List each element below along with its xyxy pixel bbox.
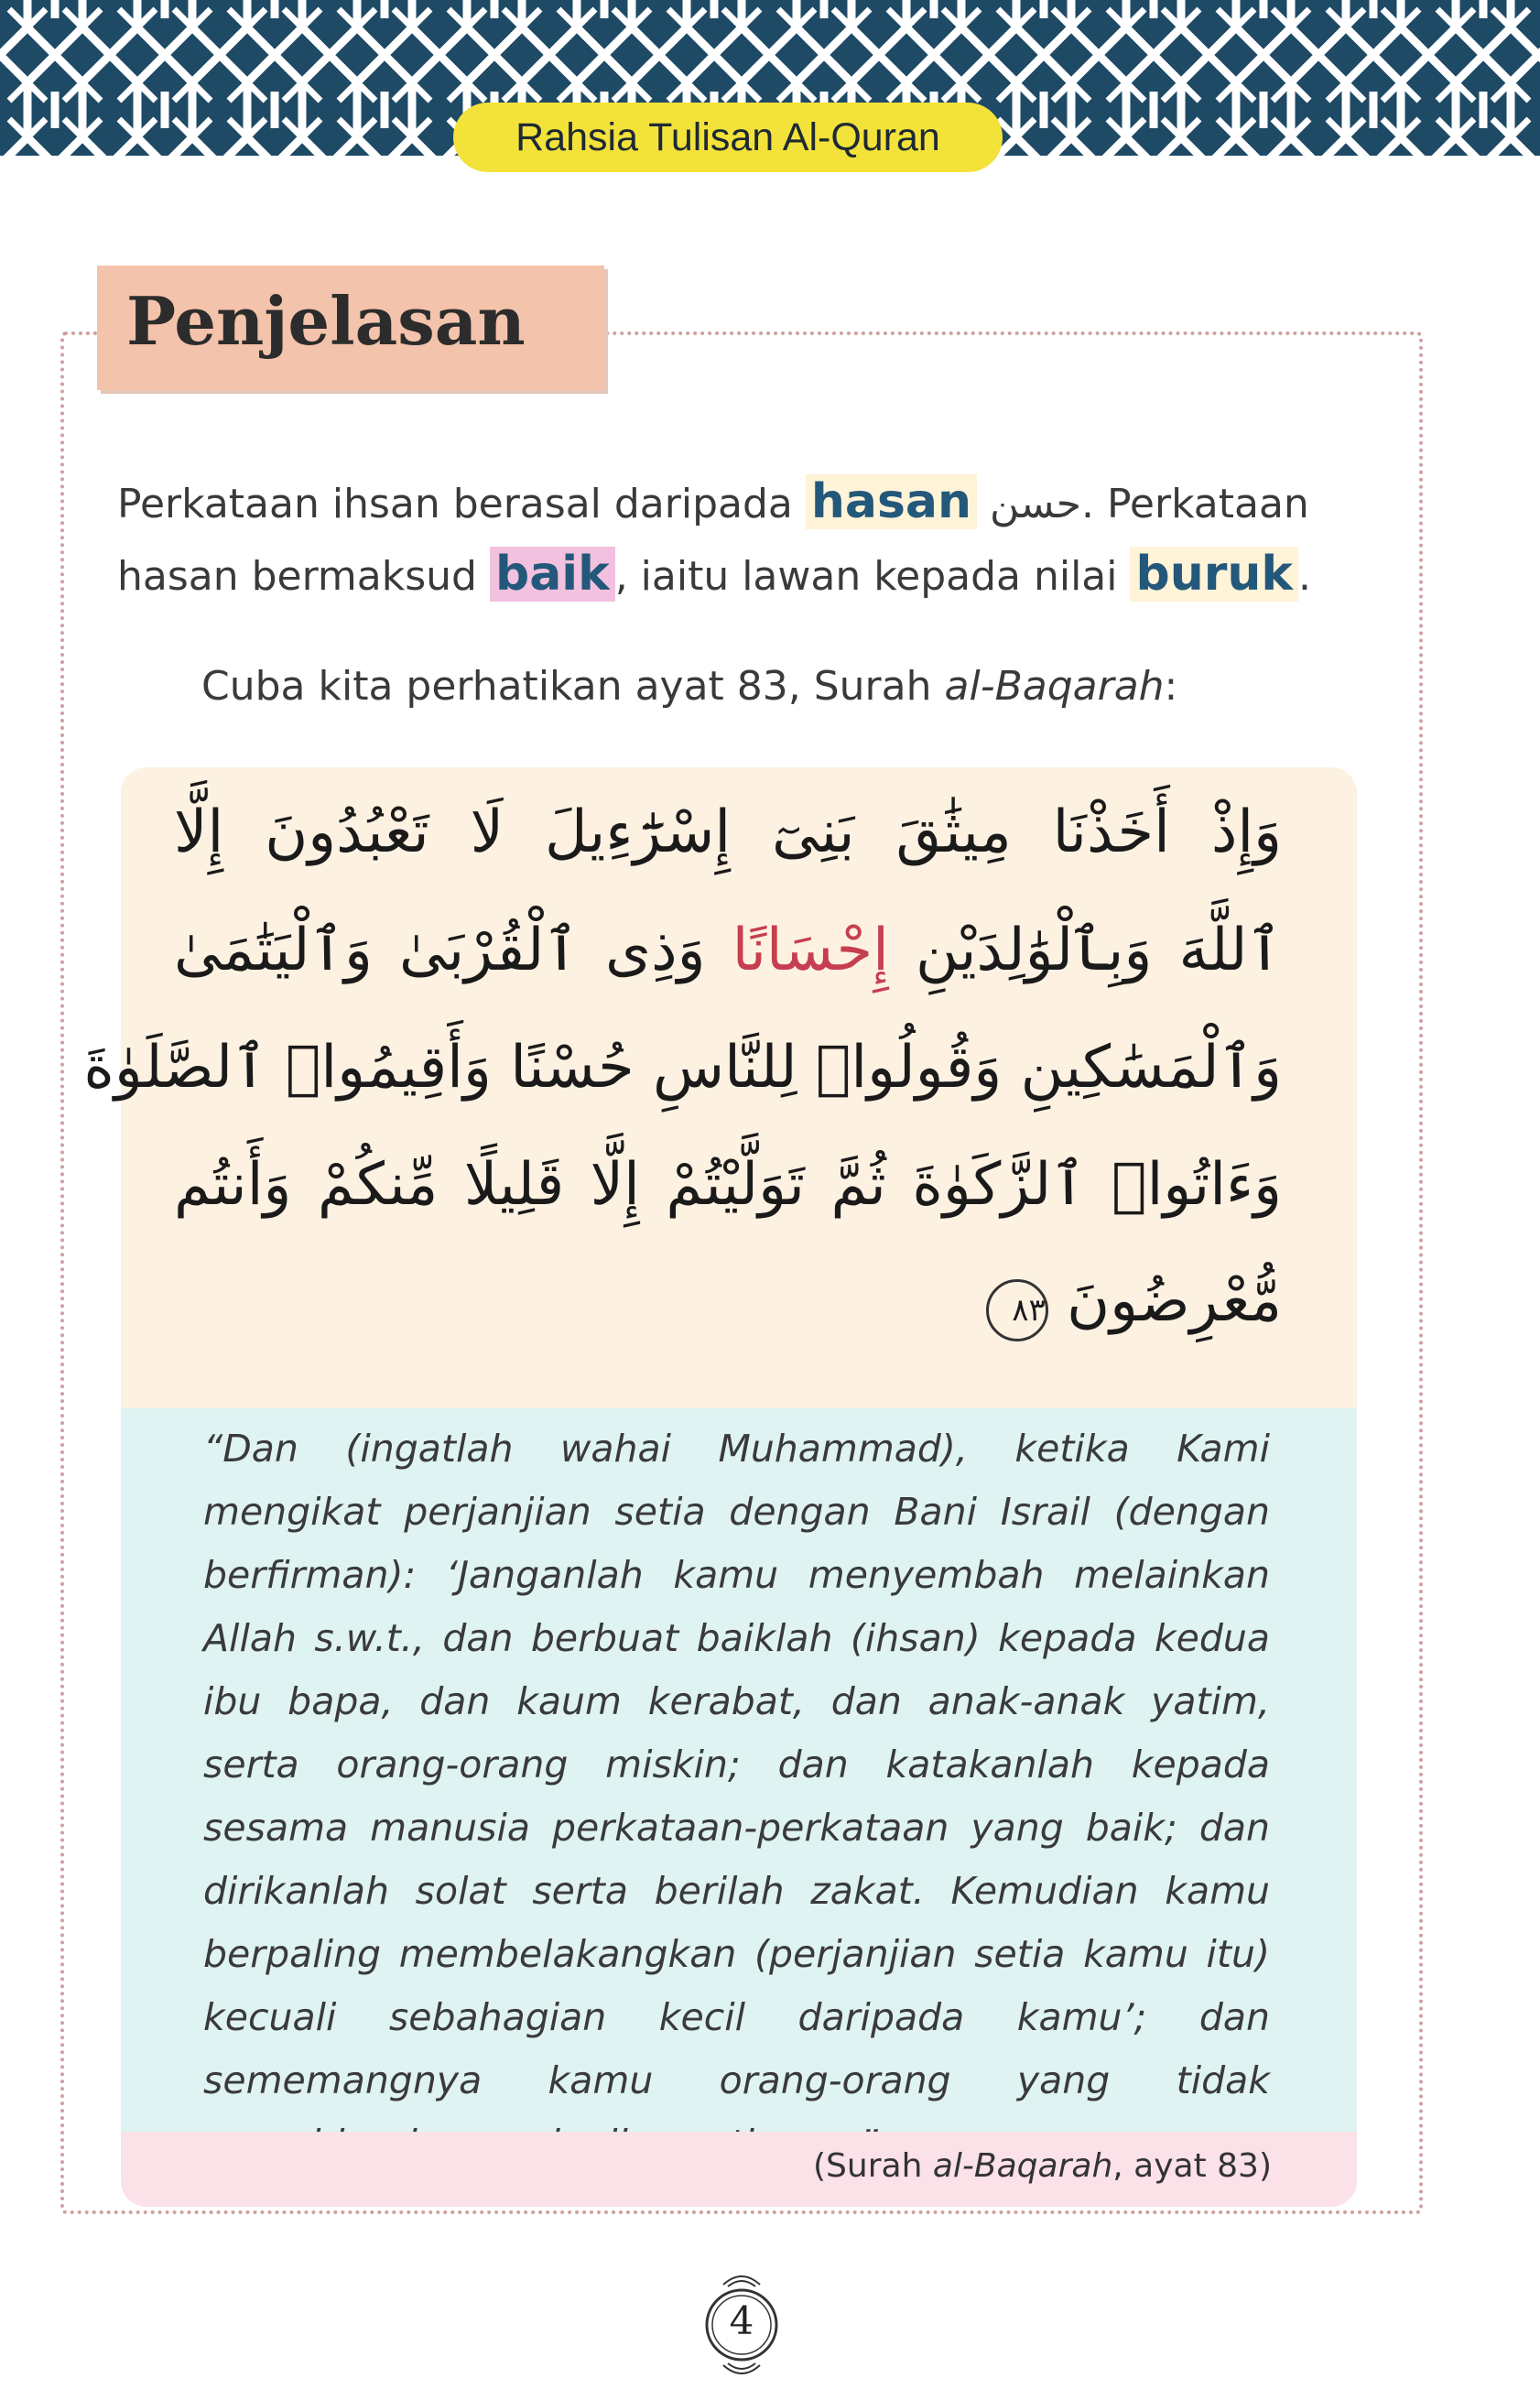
lead-surah: al-Baqarah [944,663,1165,710]
keyword-buruk: buruk [1130,547,1298,602]
verse-highlight-ihsan: إِحْسَانًا [732,917,889,984]
arabic-hasan: حسن [990,481,1081,527]
verse-line-3: وَٱلْمَسَٰكِينِ وَقُولُوا۟ لِلنَّاسِ حُسْنًا وَأَقِيمُوا۟ ٱلصَّلَوٰةَ [83,1034,1282,1102]
intro-text-b: . Perkataan hasan bermaksud [117,481,1309,600]
ref-text-a: (Surah [813,2147,933,2185]
lead-text-a: Cuba kita perhatikan ayat 83, Surah [201,663,945,710]
ref-surah: al-Baqarah [932,2147,1113,2185]
page-number: 4 [729,2298,754,2343]
ayah-number-icon: ٨٣ [986,1279,1048,1341]
keyword-baik: baik [490,547,615,602]
intro-text-d: . [1297,553,1311,600]
verse-line-4: وَءَاتُوا۟ ٱلزَّكَوٰةَ ثُمَّ تَوَلَّيْتُمْ إِلَّا قَلِيلًا مِّنكُمْ وَأَنتُم [174,1151,1282,1219]
intro-text-a: Perkataan ihsan berasal daripada [117,481,806,527]
verse-line-5-text: مُّعْرِضُونَ [1067,1267,1282,1335]
intro-paragraph [117,467,1353,612]
keyword-hasan: hasan [806,474,977,529]
lead-text-b: : [1164,663,1178,710]
verse-line-2a: ٱللَّهَ وَبِٱلْوَٰلِدَيْنِ [888,917,1282,984]
running-title: Rahsia Tulisan Al-Quran [453,103,1003,172]
section-heading: Penjelasan [126,282,526,360]
verse-line-1: وَإِذْ أَخَذْنَا مِيثَٰقَ بَنِىٓ إِسْرَٰٓءِيلَ لَا تَعْبُدُونَ إِلَّا [174,798,1282,866]
reference-citation [813,2147,1272,2185]
lead-sentence [201,663,1177,710]
intro-text-c: , iaitu lawan kepada nilai [614,553,1131,600]
verse-line-2 [174,916,1282,984]
verse-line-2b: وَذِى ٱلْقُرْبَىٰ وَٱلْيَتَٰمَىٰ [174,917,732,984]
ref-text-b: , ayat 83) [1112,2147,1272,2185]
verse-line-5 [174,1267,1282,1341]
translation-text: “Dan (ingatlah wahai Muhammad), ketika Kami mengikat perjanjian setia dengan Bani Israil (dengan berfirman): ‘Janganlah kamu menyembah melainkan Allah s.w.t., dan berbuat baiklah (ihsan) kepada kedua ibu bapa, dan kaum kerabat, dan anak-anak yatim, serta orang-orang miskin; dan katakanlah kepada sesama manusia perkataan-perkataan yang baik; dan dirikanlah solat serta berilah zakat. Kemudian kamu berpaling membelakangkan (perjanjian setia kamu itu) kecuali sebahagian kecil daripada kamu’; dan sememangnya kamu orang-orang yang tidak [203,1427,1270,2102]
